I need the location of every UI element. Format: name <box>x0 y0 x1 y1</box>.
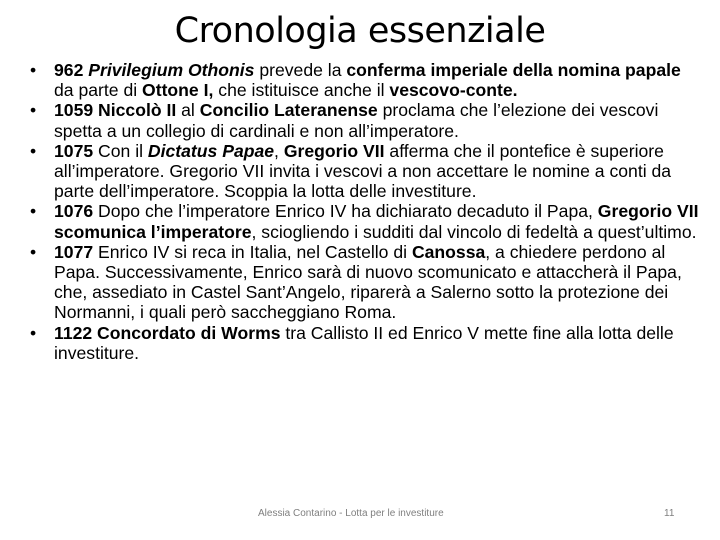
page-number: 11 <box>664 508 675 519</box>
timeline-item-text: da parte di <box>54 80 143 101</box>
timeline-item-text: che istituisce anche il <box>213 80 390 101</box>
timeline-item-text: , <box>274 140 284 161</box>
timeline-item-text: Gregorio VII scomunica l’imperatore <box>54 201 699 242</box>
timeline-item-text: al <box>176 100 200 121</box>
timeline-item-text: 1122 Concordato di Worms <box>54 322 281 343</box>
timeline-item-text: Gregorio VII <box>283 140 385 161</box>
timeline-item-text: Dopo che l’imperatore Enrico IV ha dichiarato decaduto il Papa, <box>93 201 598 222</box>
timeline-item-text: Dictatus Papae <box>147 140 275 161</box>
slide-title: Cronologia essenziale <box>174 11 546 51</box>
timeline-item-text: Enrico IV si reca in Italia, nel Castello di <box>93 241 412 262</box>
timeline-item-text: tra Callisto II ed Enrico V mette fine alla lotta delle investiture. <box>54 322 674 363</box>
timeline-item-text: 1059 Niccolò II <box>54 100 177 121</box>
timeline-item-text: , a chiedere perdono al Papa. Successivamente, Enrico sarà di nuovo scomunicato e attaccherà il Papa, che, assediato in Castel Sant’Angelo, riparerà a Salerno sotto la protezione dei Normanni, i quali però saccheggiano Roma. <box>54 241 682 323</box>
timeline-item-text: Concilio Lateranense <box>199 100 378 121</box>
timeline-item-text: Ottone I, <box>142 80 214 101</box>
timeline-item-text: 962 <box>54 60 89 80</box>
timeline-item-text: proclama che l’elezione dei vescovi spetta a un collegio di cardinali e non all’imperatore. <box>54 100 659 141</box>
slide-footer: Alessia Contarino - Lotta per le investiture <box>258 508 444 519</box>
timeline-list <box>30 60 700 363</box>
timeline-item <box>30 100 700 140</box>
timeline-item <box>30 141 700 202</box>
timeline-item-text: 1076 <box>54 201 94 222</box>
timeline-item-text: , sciogliendo i sudditi dal vincolo di fedeltà a quest’ultimo. <box>251 221 697 242</box>
timeline-item-text: Con il <box>93 140 148 161</box>
timeline-item <box>30 323 700 363</box>
timeline-item-text: 1077 <box>54 241 94 262</box>
timeline-item-text: afferma che il pontefice è superiore all’imperatore. Gregorio VII invita i vescovi a non accettare le nomine a conti da parte dell’imperatore. Scoppia la lotta delle investiture. <box>54 140 672 202</box>
timeline-item-text: Canossa <box>411 241 486 262</box>
timeline-item-text: Privilegium Othonis <box>88 60 255 80</box>
timeline-item <box>30 242 700 323</box>
timeline-item <box>30 201 700 241</box>
timeline-item-text: 1075 <box>54 140 94 161</box>
timeline-item-text: vescovo-conte. <box>389 80 518 101</box>
timeline-item <box>30 60 700 100</box>
timeline-item-text: prevede la <box>254 60 347 80</box>
timeline-item-text: conferma imperiale della nomina papale <box>346 60 681 80</box>
